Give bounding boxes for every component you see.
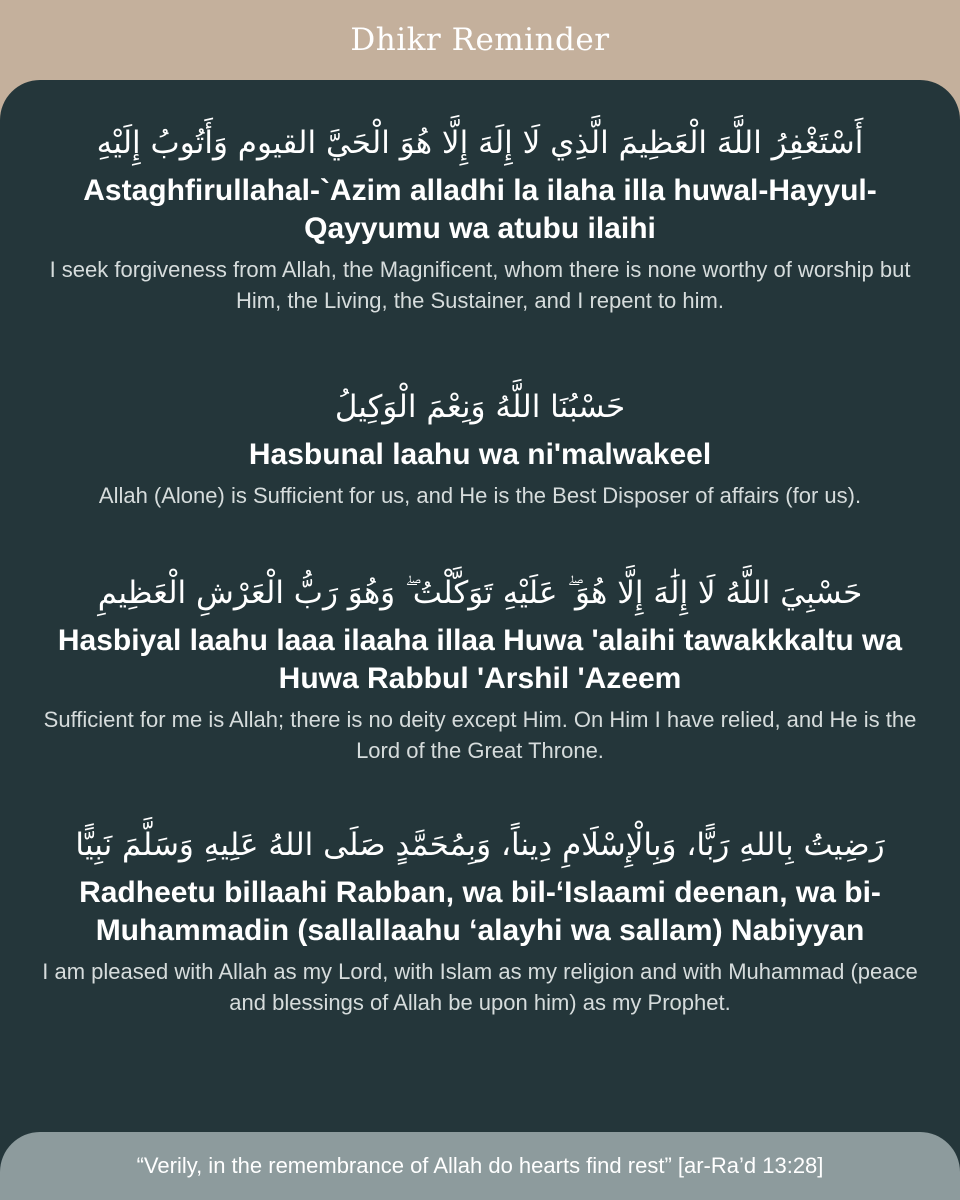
dua-1-arabic: أَسْتَغْفِرُ اللَّهَ الْعَظِيمَ الَّذِي لَا إِلَهَ إِلَّا هُوَ الْحَيَّ القيوم وَأَتُوبُ إِلَيْهِ	[96, 125, 864, 161]
dua-1	[40, 118, 920, 316]
dua-2-arabic: حَسْبُنَا اللَّهُ وَنِعْمَ الْوَكِيلُ	[334, 389, 626, 425]
dua-4	[40, 820, 920, 1018]
dua-2	[40, 382, 920, 511]
dua-4-transliteration: Radheetu billaahi Rabban, wa bil-‘Islaami deenan, wa bi-Muhammadin (sallallaahu ‘alayhi wa sallam) Nabiyyan	[79, 876, 881, 947]
header-bar	[0, 0, 960, 80]
dua-2-meaning: Allah (Alone) is Sufficient for us, and He is the Best Disposer of affairs (for us).	[98, 483, 862, 508]
dua-3-transliteration: Hasbiyal laahu laaa ilaaha illaa Huwa 'alaihi tawakkkaltu wa Huwa Rabbul 'Arshil 'Azeem	[57, 624, 903, 695]
quote-footer	[0, 1132, 960, 1200]
dua-4-meaning: I am pleased with Allah as my Lord, with Islam as my religion and with Muhammad (peace and blessings of Allah be upon him) as my Prophet.	[42, 959, 918, 1015]
quote-text: “Verily, in the remembrance of Allah do hearts find rest” [ar-Ra’d 13:28]	[136, 1153, 824, 1178]
dua-2-transliteration: Hasbunal laahu wa ni'malwakeel	[248, 438, 712, 471]
dua-3-arabic: حَسْبِيَ اللَّهُ لَا إِلَٰهَ إِلَّا هُوَ ۖ عَلَيْهِ تَوَكَّلْتُ ۖ وَهُوَ رَبُّ الْعَرْشِ الْعَظِيمِ	[97, 575, 863, 611]
page-title: Dhikr Reminder	[350, 22, 610, 58]
dua-3-meaning: Sufficient for me is Allah; there is no deity except Him. On Him I have relied, and He is the Lord of the Great Throne.	[43, 707, 917, 763]
dua-3	[40, 568, 920, 766]
dua-4-arabic: رَضِيتُ بِاللهِ رَبًّا، وَبِالْإِسْلَامِ دِيناً، وَبِمُحَمَّدٍ صَلَى اللهُ عَلِيهِ وَسَلَّمَ نَبِيًّا	[75, 827, 885, 863]
dua-1-transliteration: Astaghfirullahal-`Azim alladhi la ilaha illa huwal-Hayyul-Qayyumu wa atubu ilaihi	[83, 174, 877, 245]
dua-1-meaning: I seek forgiveness from Allah, the Magnificent, whom there is none worthy of worship but Him, the Living, the Sustainer, and I repent to him.	[49, 257, 911, 313]
